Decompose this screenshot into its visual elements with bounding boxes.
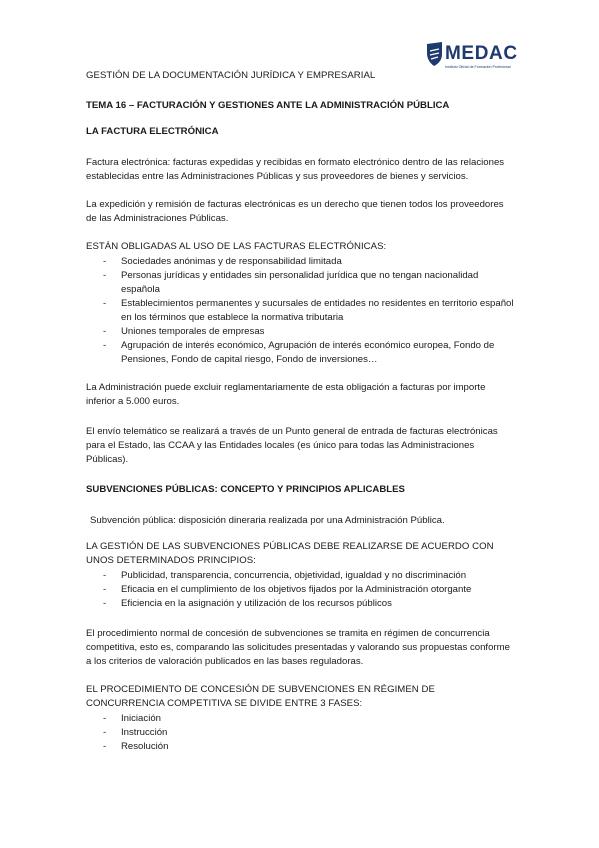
obligadas-list [86,255,516,367]
logo-tagline: Instituto Oficial de Formación Profesional [445,65,511,69]
list-item: - Uniones temporales de empresas [103,326,265,337]
logo-wordmark: MEDAC [445,43,518,64]
medac-shield-icon [426,41,444,67]
section-title-subvenciones: SUBVENCIONES PÚBLICAS: CONCEPTO Y PRINCIPIOS APLICABLES [86,484,405,495]
paragraph-envio: El envío telemático se realizará a través de un Punto general de entrada de facturas electrónicas para el Estado, las CCAA y las Entidades locales (es único para todas las Administraciones Públicas). [86,426,498,465]
fases-list [86,712,516,754]
course-header: GESTIÓN DE LA DOCUMENTACIÓN JURÍDICA Y EMPRESARIAL [86,70,376,81]
list-item: - Eficiencia en la asignación y utilización de los recursos públicos [103,598,392,609]
list-item: - Establecimientos permanentes y sucursales de entidades no residentes en territorio español en los términos que establece la normativa tributaria [103,298,514,323]
principios-title: LA GESTIÓN DE LAS SUBVENCIONES PÚBLICAS DEBE REALIZARSE DE ACUERDO CON UNOS DETERMINADOS PRINCIPIOS: [86,541,494,566]
list-item: - Eficacia en el cumplimiento de los objetivos fijados por la Administración otorgante [103,584,472,595]
paragraph-factura-def: Factura electrónica: facturas expedidas y recibidas en formato electrónico dentro de las relaciones establecidas entre las Administraciones Públicas y sus proveedores de bienes y servicios. [86,157,505,182]
obligadas-title: ESTÁN OBLIGADAS AL USO DE LAS FACTURAS ELECTRÓNICAS: [86,241,387,252]
fases-title: EL PROCEDIMIENTO DE CONCESIÓN DE SUBVENCIONES EN RÉGIMEN DE CONCURRENCIA COMPETITIVA SE DIVIDE ENTRE 3 FASES: [86,684,435,709]
paragraph-procedimiento: El procedimiento normal de concesión de subvenciones se tramita en régimen de concurrencia competitiva, esto es, comparando las solicitudes presentadas y valorando sus propuestas conforme a los criterios de valoración publicados en las bases reguladoras. [86,628,510,667]
list-item: - Instrucción [103,727,168,738]
list-item: - Sociedades anónimas y de responsabilidad limitada [103,256,342,267]
paragraph-exclusion: La Administración puede excluir reglamentariamente de esta obligación a facturas por importe inferior a 5.000 euros. [86,382,486,407]
principios-list [86,569,516,611]
document-body [86,69,516,754]
list-item: - Resolución [103,741,169,752]
list-item: - Publicidad, transparencia, concurrencia, objetividad, igualdad y no discriminación [103,570,467,581]
paragraph-expedicion: La expedición y remisión de facturas electrónicas es un derecho que tienen todos los proveedores de las Administraciones Públicas. [86,199,504,224]
list-item: - Iniciación [103,713,161,724]
paragraph-subvencion-def: Subvención pública: disposición dineraria realizada por una Administración Pública. [90,515,445,526]
section-title-factura: LA FACTURA ELECTRÓNICA [86,126,219,137]
list-item: - Personas jurídicas y entidades sin personalidad jurídica que no tengan nacionalidad española [103,270,479,295]
tema-title: TEMA 16 – FACTURACIÓN Y GESTIONES ANTE LA ADMINISTRACIÓN PÚBLICA [86,100,450,111]
list-item: - Agrupación de interés económico, Agrupación de interés económico europea, Fondo de Pensiones, Fondo de capital riesgo, Fondo de inversiones… [103,340,495,365]
